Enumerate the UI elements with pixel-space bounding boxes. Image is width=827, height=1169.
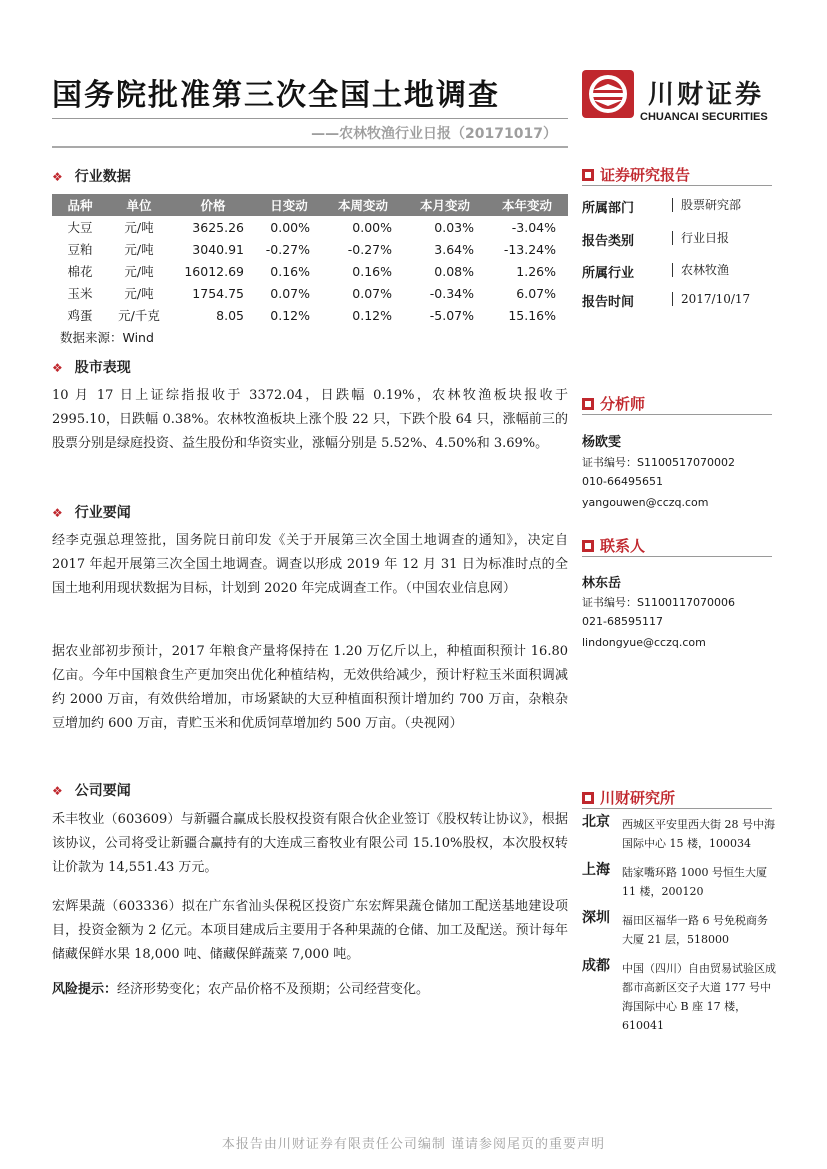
table-cell: 3625.26	[192, 219, 244, 235]
paragraph-text: 据农业部初步预计，2017 年粮食产量将保持在 1.20 万亿斤以上，种植面积预计 16.80 亿亩。今年中国粮食生产更加突出优化种植结构，无效供给减少，预计籽粒玉米面积调减约 2000 万亩，有效供给增加，市场紧缺的大豆种植面积预计增加约 700 万亩，杂粮杂豆增加约 600 万亩，青贮玉米和优质饲草增加约 500 万亩。（央视网）	[52, 644, 568, 731]
table-cell: 16012.69	[184, 263, 244, 279]
table-cell: 0.00%	[352, 219, 392, 235]
square-icon	[582, 792, 594, 804]
table-cell: 棉花	[67, 264, 93, 279]
office-city: 上海	[582, 862, 610, 878]
analyst-cert: 证书编号：S1100517070002	[582, 456, 735, 469]
table-cell: 3040.91	[192, 241, 244, 257]
heading-text: 分析师	[600, 395, 646, 413]
column-header: 本年变动	[486, 194, 568, 216]
table-cell: -0.34%	[429, 285, 474, 301]
analyst-phone: 010-66495651	[582, 475, 663, 488]
footer-disclaimer: 本报告由川财证券有限责任公司编制 谨请参阅尾页的重要声明	[221, 1137, 606, 1152]
table-cell: -3.04%	[511, 219, 556, 235]
table-cell: 0.03%	[434, 219, 474, 235]
table-cell: 1.26%	[516, 263, 556, 279]
table-cell: 8.05	[216, 307, 244, 323]
table-row	[52, 238, 568, 260]
table-cell: 元/千克	[118, 308, 160, 323]
table-cell: 1754.75	[192, 285, 244, 301]
contact-cert: 证书编号：S1100117070006	[582, 596, 735, 609]
page-title: 国务院批准第三次全国土地调查	[52, 78, 500, 113]
table-cell: 0.12%	[270, 307, 310, 323]
office-address: 福田区福华一路 6 号免税商务大厦 21 层，518000	[622, 914, 768, 946]
section-company	[52, 780, 131, 800]
risk-label: 风险提示：	[52, 982, 118, 997]
table-cell: -5.07%	[429, 307, 474, 323]
office-address: 中国（四川）自由贸易试验区成都市高新区交子大道 177 号中海国际中心 B 座 17 楼，610041	[622, 962, 776, 1032]
meta-label-department: 所属部门	[582, 201, 635, 216]
meta-value-date: 2017/10/17	[672, 292, 750, 306]
column-header: 本周变动	[322, 194, 404, 216]
table-cell: 3.64%	[434, 241, 474, 257]
table-cell: 0.07%	[270, 285, 310, 301]
report-info-heading	[582, 164, 690, 185]
table-cell: 0.07%	[352, 285, 392, 301]
table-cell: 0.16%	[270, 263, 310, 279]
institute-heading	[582, 787, 675, 808]
contact-email[interactable]: lindongyue@cczq.com	[582, 636, 706, 649]
office-city: 深圳	[582, 910, 610, 926]
table-cell: 元/吨	[124, 242, 154, 257]
paragraph-text: 10 月 17 日上证综指报收于 3372.04，日跌幅 0.19%，农林牧渔板块报收于 2995.10，日跌幅 0.38%。农林牧渔板块上涨个股 22 只，下跌个股 64 只，涨幅前三的股票分别是绿庭投资、益生股份和华资实业，涨幅分别是 5.52%、4.50%和 3.69%。	[52, 388, 568, 451]
square-icon	[582, 169, 594, 181]
title-divider	[52, 118, 568, 119]
market-paragraph	[52, 384, 568, 456]
office-city: 成都	[582, 958, 610, 974]
heading-divider	[582, 556, 772, 557]
column-header: 价格	[170, 194, 256, 216]
square-icon	[582, 398, 594, 410]
heading-text: 证券研究报告	[600, 166, 691, 184]
table-cell: 豆粕	[67, 242, 93, 257]
diamond-icon: ❖	[52, 784, 63, 798]
paragraph-text: 禾丰牧业（603609）与新疆合赢成长股权投资有限合伙企业签订《股权转让协议》，根据该协议，公司将受让新疆合赢持有的大连成三畜牧业有限公司 15.10%股权，本次股权转让价款为 14,551.43 万元。	[52, 812, 568, 875]
risk-text: 经济形势变化；农产品价格不及预期；公司经营变化。	[117, 982, 430, 997]
section-news	[52, 502, 131, 522]
table-cell: 元/吨	[124, 286, 154, 301]
meta-label-date: 报告时间	[582, 295, 635, 310]
column-header: 单位	[108, 194, 170, 216]
paragraph-text: 经李克强总理签批，国务院日前印发《关于开展第三次全国土地调查的通知》，决定自 2017 年起开展第三次全国土地调查。调查以形成 2019 年 12 月 31 日为标准时点的全国土地利用现状数据为目标，计划到 2020 年完成调查工作。（中国农业信息网）	[52, 533, 568, 596]
table-cell: 0.16%	[352, 263, 392, 279]
column-header: 品种	[52, 194, 108, 216]
brand-name-cn: 川财证券	[648, 80, 765, 110]
news-paragraph-2	[52, 640, 568, 736]
analyst-name: 杨欧雯	[582, 435, 622, 450]
heading-text: 川财研究所	[600, 789, 676, 807]
table-cell: -0.27%	[347, 241, 392, 257]
table-cell: 大豆	[67, 220, 93, 235]
meta-value-department: 股票研究部	[672, 198, 741, 212]
contact-name: 林东岳	[582, 576, 622, 591]
section-title: 行业要闻	[74, 505, 131, 521]
section-title: 股市表现	[74, 360, 131, 376]
section-industry-data	[52, 166, 131, 186]
meta-value-category: 行业日报	[672, 231, 729, 245]
table-cell: 0.08%	[434, 263, 474, 279]
table-cell: 0.00%	[270, 219, 310, 235]
section-title: 行业数据	[74, 169, 131, 185]
news-paragraph-1	[52, 529, 568, 601]
table-cell: 15.16%	[508, 307, 556, 323]
analyst-email[interactable]: yangouwen@cczq.com	[582, 496, 709, 509]
table-cell: 0.12%	[352, 307, 392, 323]
contact-heading	[582, 535, 645, 556]
table-header-row	[52, 194, 568, 216]
report-subtitle: ——农林牧渔行业日报（20171017）	[311, 126, 557, 142]
meta-label-category: 报告类别	[582, 234, 635, 249]
office-address: 西城区平安里西大街 28 号中海国际中心 15 楼，100034	[622, 818, 775, 850]
section-title: 公司要闻	[74, 783, 131, 799]
price-table	[52, 194, 568, 348]
column-header: 日变动	[256, 194, 322, 216]
table-cell: 玉米	[67, 286, 93, 301]
meta-value-industry: 农林牧渔	[672, 263, 729, 277]
risk-paragraph	[52, 978, 568, 1002]
diamond-icon: ❖	[52, 506, 63, 520]
table-row	[52, 282, 568, 304]
brand-name-en: CHUANCAI SECURITIES	[640, 111, 768, 123]
table-cell: -13.24%	[503, 241, 556, 257]
analyst-heading	[582, 393, 645, 414]
table-cell: 元/吨	[124, 220, 154, 235]
heading-text: 联系人	[600, 537, 646, 555]
company-paragraph-2	[52, 895, 568, 967]
heading-divider	[582, 808, 772, 809]
square-icon	[582, 540, 594, 552]
column-header: 本月变动	[404, 194, 486, 216]
table-row	[52, 260, 568, 282]
data-source: 数据来源：Wind	[60, 330, 154, 345]
diamond-icon: ❖	[52, 170, 63, 184]
subtitle-divider	[52, 146, 568, 148]
table-cell: 鸡蛋	[67, 308, 93, 323]
company-paragraph-1	[52, 808, 568, 880]
table-source-row	[52, 326, 568, 348]
table-row	[52, 304, 568, 326]
section-market	[52, 357, 131, 377]
meta-label-industry: 所属行业	[582, 266, 635, 281]
table-cell: -0.27%	[265, 241, 310, 257]
table-cell: 6.07%	[516, 285, 556, 301]
heading-divider	[582, 185, 772, 186]
table-row	[52, 216, 568, 238]
heading-divider	[582, 414, 772, 415]
table-cell: 元/吨	[124, 264, 154, 279]
contact-phone: 021-68595117	[582, 615, 663, 628]
chuancai-logo-icon	[582, 70, 634, 118]
paragraph-text: 宏辉果蔬（603336）拟在广东省汕头保税区投资广东宏辉果蔬仓储加工配送基地建设项目，投资金额为 2 亿元。本项目建成后主要用于各种果蔬的仓储、加工及配送。预计每年储藏保鲜水果 18,000 吨、储藏保鲜蔬菜 7,000 吨。	[52, 899, 568, 962]
diamond-icon: ❖	[52, 361, 63, 375]
office-address: 陆家嘴环路 1000 号恒生大厦 11 楼，200120	[622, 866, 767, 898]
office-city: 北京	[582, 814, 610, 830]
